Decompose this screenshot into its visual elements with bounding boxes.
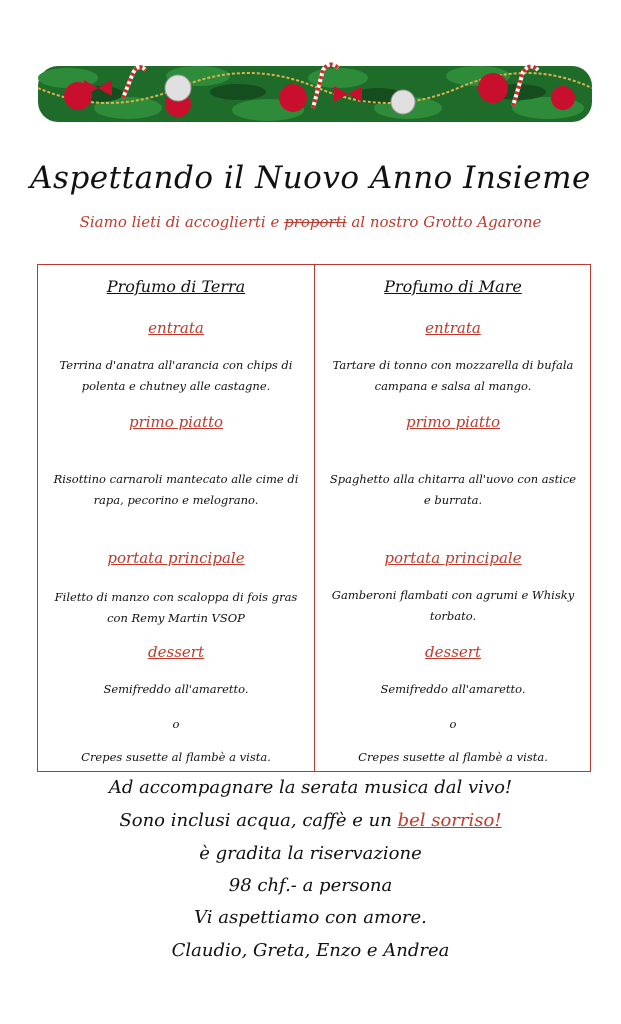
footer-line-welcome: Vi aspettiamo con amore.: [194, 907, 427, 928]
dish-dessert-1: Semifreddo all'amaretto.: [103, 682, 249, 696]
course-label-primo: primo piatto: [405, 413, 501, 431]
course-label-principale: portata principale: [107, 549, 245, 567]
menu-column-mare: [315, 265, 591, 771]
footer-included-text: Sono inclusi acqua, caffè e un: [119, 810, 398, 831]
footer-line-signature: Claudio, Greta, Enzo e Andrea: [171, 940, 450, 961]
dessert-or: o: [172, 717, 180, 731]
course-label-dessert: dessert: [148, 643, 204, 661]
menu-table: [37, 264, 591, 772]
footer-line-reservation: è gradita la riservazione: [199, 843, 422, 864]
footer-line-price: 98 chf.- a persona: [228, 875, 393, 896]
subtitle-text-2: al nostro Grotto Agarone: [346, 213, 542, 231]
dish-primo: Spaghetto alla chitarra all'uovo con astice e burrata.: [329, 472, 577, 507]
column-title: Profumo di Terra: [106, 277, 246, 296]
course-label-principale: portata principale: [384, 549, 522, 567]
footer-line-music: Ad accompagnare la serata musica dal vivo!: [108, 777, 513, 798]
footer-highlight: bel sorriso!: [397, 810, 502, 831]
dish-dessert-1: Semifreddo all'amaretto.: [380, 682, 526, 696]
page-title: Aspettando il Nuovo Anno Insieme: [30, 160, 591, 196]
dessert-or: o: [449, 717, 457, 731]
subtitle: [0, 213, 621, 231]
footer-line-included: [0, 810, 621, 831]
dish-entrata: Tartare di tonno con mozzarella di bufala campana e salsa al mango.: [332, 358, 574, 393]
subtitle-text-1: Siamo lieti di accoglierti e: [79, 213, 285, 231]
menu-column-terra: [38, 265, 315, 771]
course-label-dessert: dessert: [425, 643, 481, 661]
course-label-primo: primo piatto: [128, 413, 224, 431]
course-label-entrata: entrata: [148, 319, 204, 337]
dish-dessert-2: Crepes susette al flambè a vista.: [358, 750, 548, 764]
dish-entrata: Terrina d'anatra all'arancia con chips di polenta e chutney alle castagne.: [59, 358, 293, 393]
dish-primo: Risottino carnaroli mantecato alle cime di rapa, pecorino e melograno.: [53, 472, 299, 507]
column-title: Profumo di Mare: [384, 277, 522, 296]
dish-dessert-2: Crepes susette al flambè a vista.: [81, 750, 271, 764]
dish-principale: Filetto di manzo con scaloppa di fois gras con Remy Martin VSOP: [54, 590, 298, 625]
christmas-garland-image: [38, 58, 592, 132]
dish-principale: Gamberoni flambati con agrumi e Whisky torbato.: [331, 588, 575, 623]
course-label-entrata: entrata: [425, 319, 481, 337]
subtitle-strike-text: proporti: [284, 213, 347, 231]
